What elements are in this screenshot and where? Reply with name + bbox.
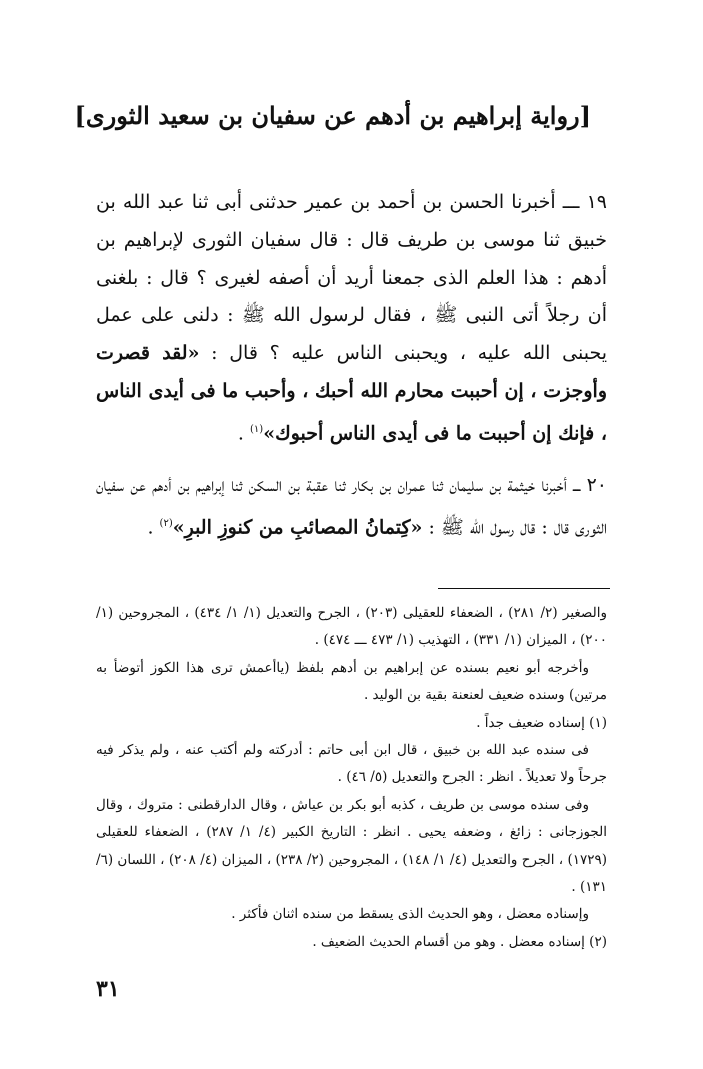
footnotes: [96, 600, 607, 956]
hadith-text: أخبرنا الحسن بن أحمد بن عمير حدثنى أبى ثنا عبد الله بن خبيق ثنا موسى بن طريف قال : قال سفيان الثورى لإبراهيم بن أدهم : هذا العلم الذى جمعنا أريد أن أصفه لغيرى ؟ قال : بلغنى أن رجلاً أتى النبى ﷺ ، فقال لرسول الله ﷺ : دلنى على عمل يحبنى الله عليه ، ويحبنى الناس عليه ؟ قال :: [96, 191, 607, 365]
footnote-line: وإسناده معضل ، وهو الحديث الذى يسقط من سنده اثنان فأكثر .: [231, 906, 589, 923]
hadith-closing: .: [147, 516, 160, 539]
hadith-19: [96, 184, 607, 453]
footnote-ref: (١): [250, 423, 264, 435]
footnote-ref: (٢): [159, 517, 173, 529]
page-number: ٣١: [96, 976, 120, 1002]
hadith-20: [96, 467, 607, 547]
footnote-line: فى سنده عبد الله بن خبيق ، قال ابن أبى حاتم : أدركته ولم أكتب عنه ، ولم يذكر فيه جرحاً ولا تعديلاً . انظر : الجرح والتعديل (٥/ ٤٦) .: [96, 742, 607, 786]
footnote-line: والصغير (٢/ ٢٨١) ، الضعفاء للعقيلى (٢٠٣) ، الجرح والتعديل (١/ ١/ ٤٣٤) ، المجروحين (١/ ٢٠٠) ، الميزان (١/ ٣٣١) ، التهذيب (١/ ٤٧٣ ـــ ٤٧٤) .: [96, 605, 607, 649]
footnote-line: (١) إسناده ضعيف جداً .: [476, 714, 607, 731]
footnote-line: (٢) إسناده معضل . وهو من أقسام الحديث الضعيف .: [312, 933, 607, 950]
hadith-quote: «كِتمانُ المصائبِ من كنوزِ البرِ»: [172, 516, 423, 539]
hadith-number: ١٩ ـــ: [562, 191, 607, 213]
hadith-quote: «لقد قصرت وأوجزت ، إن أحببت محارم الله أحبك ، وأحبب ما فى أيدى الناس ، فإنك إن أحببت ما فى أيدى الناس أحبوك»: [96, 342, 607, 445]
hadith-number: ٢٠ ـــ: [573, 473, 608, 496]
footnote-line: وفى سنده موسى بن طريف ، كذبه أبو بكر بن عياش ، وقال الدارقطنى : متروك ، وقال الجوزجانى : زائغ ، وضعفه يحيى . انظر : التاريخ الكبير (٤/ ١/ ٢٨٧) ، الضعفاء للعقيلى (١٧٢٩) ، الجرح والتعديل (٤/ ١/ ١٤٨) ، المجروحين (٢/ ٢٣٨) ، الميزان (٤/ ٢٠٨) ، اللسان (٦/ ١٣١) .: [96, 796, 608, 896]
hadith-text: أخبرنا خيثمة بن سليمان ثنا عمران بن بكار ثنا عقبة بن السكن ثنا إبراهيم بن أدهم عن سفيان الثورى قال : قال رسول الله ﷺ :: [96, 473, 607, 539]
footnote-divider: [438, 588, 610, 589]
hadith-closing: .: [237, 422, 251, 445]
hadith-section: [96, 184, 607, 561]
section-heading: [رواية إبراهيم بن أدهم عن سفيان بن سعيد الثورى]: [74, 101, 591, 130]
footnote-line: وأخرجه أبو نعيم بسنده عن إبراهيم بن أدهم بلفظ (ياأعمش ترى هذا الكوز أتوضأ به مرتين) وسنده ضعيف لعنعنة بقية بن الوليد .: [96, 659, 607, 704]
